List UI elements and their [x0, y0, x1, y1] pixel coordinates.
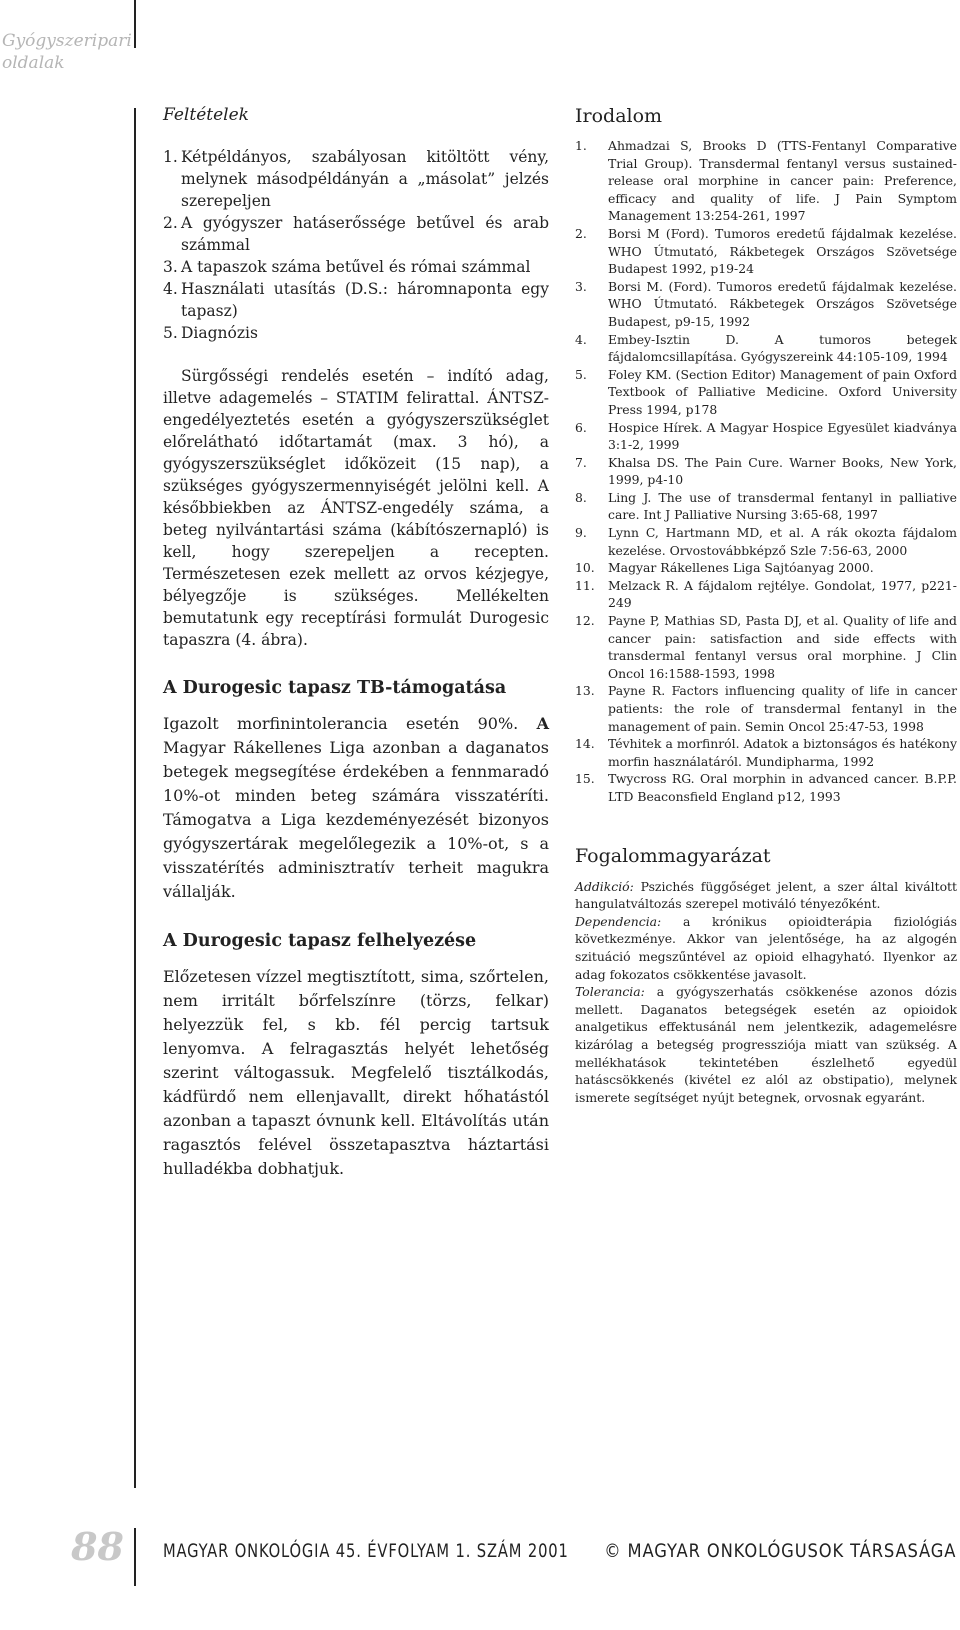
reference-number: 11. [575, 577, 595, 593]
reference-item [575, 454, 957, 489]
glossary-entry [575, 913, 957, 983]
reference-text: Borsi M. (Ford). Tumoros eredetű fájdalmak kezelése. WHO Útmutató. Rákbetegek Országos Szövetsége Budapest, p9-15, 1992 [608, 278, 957, 329]
list-item [163, 278, 549, 322]
reference-number: 12. [575, 613, 595, 629]
reference-number: 13. [575, 683, 595, 699]
reference-item [575, 366, 957, 419]
reference-number: 8. [575, 489, 587, 505]
reference-text: Payne P, Mathias SD, Pasta DJ, et al. Quality of life and cancer pain: satisfaction and side effects with transdermal fentanyl versus oral morphine. J Clin Oncol 16:1588-1593, 1998 [608, 613, 957, 681]
reference-item [575, 137, 957, 225]
list-item [163, 212, 549, 256]
tb-bold-letter: A [536, 714, 549, 733]
glossary-entry [575, 983, 957, 1106]
conditions-paragraph: Sürgősségi rendelés esetén – indító adag, illetve adagemelés – STATIM felirattal. ÁNTSZ-engedélyeztetés esetén a gyógyszerszükséglet előrelátható időtartamát (max. 3 hó), a gyógyszerszükséglet időközeit (15 nap), a szükséges gyógyszermennyiségét jelölni kell. A későbbiekben az ÁNTSZ-engedély száma, a beteg nyilvántartási száma (kábítószernapló) is kell, hogy szerepeljen a recepten. Természetesen ezek mellett az orvos kézjegye, bélyegzője is szükséges. Mellékelten bemutatunk egy receptírási formulát Durogesic tapaszra (4. ábra). [163, 367, 549, 649]
reference-item [575, 682, 957, 735]
reference-text: Borsi M (Ford). Tumoros eredetű fájdalmak kezelése. WHO Útmutató, Rákbetegek Országos Szövetsége Budapest 1992, p19-24 [608, 225, 957, 277]
reference-text: Tévhitek a morfinról. Adatok a biztonságos és hatékony morfin használatáról. Mundipharma, 1992 [608, 736, 957, 769]
section-tag: Gyógyszeripari oldalak [2, 31, 132, 73]
reference-number: 2. [575, 225, 587, 241]
glossary-term: Addikció: [575, 878, 634, 894]
reference-number: 9. [575, 525, 587, 541]
item-number: 1. [163, 148, 178, 166]
conditions-heading: Feltételek [163, 105, 249, 125]
glossary-definition: a gyógyszerhatás csökkenése azonos dózis mellett. Daganatos betegségek esetén az opioidok analgetikus effektusánál nem jelentkezik, adagemelésre kizárólag a betegség progressziója miatt van szükség. A mellékhatások tekintetében észlelhető egyedül hatáscsökkenés (kivétel ez alól az obstipatio), melynek ismerete segítséget nyújt betegnek, orvosnak egyaránt. [575, 984, 957, 1105]
reference-number: 10. [575, 560, 595, 576]
right-column [575, 104, 957, 1106]
item-text: A tapaszok száma betűvel és római számmal [181, 258, 531, 276]
vertical-rule-main [134, 108, 136, 1488]
glossary-term: Tolerancia: [575, 984, 645, 1000]
reference-text: Ling J. The use of transdermal fentanyl in palliative care. Int J Palliative Nursing 3:65-68, 1997 [608, 489, 957, 523]
references-heading: Irodalom [575, 105, 663, 127]
reference-number: 15. [575, 771, 595, 787]
glossary-heading: Fogalommagyarázat [575, 844, 771, 867]
reference-text: Payne R. Factors influencing quality of life in cancer patients: the role of transdermal fentanyl in the management of pain. Semin Oncol 25:47-53, 1998 [608, 683, 957, 734]
reference-item [575, 278, 957, 331]
item-number: 2. [163, 214, 178, 232]
application-paragraph: Előzetesen vízzel megtisztított, sima, szőrtelen, nem irritált bőrfelszínre (törzs, felkar) helyezzük fel, s kb. fél percig tartsuk lenyomva. A felragasztás helyét lehetőség szerint váltogassuk. Megfelelő tisztálkodás, kádfürdő nem ellenjavallt, direkt hőhatástól azonban a tapaszt óvnunk kell. Eltávolítás után ragasztós felével összetapasztva háztartási hulladékba dobhatjuk. [163, 967, 549, 1178]
reference-item [575, 770, 957, 805]
item-number: 3. [163, 258, 178, 276]
reference-item [575, 735, 957, 770]
reference-item [575, 524, 957, 559]
reference-number: 6. [575, 419, 587, 435]
journal-footer: MAGYAR ONKOLÓGIA 45. ÉVFOLYAM 1. SZÁM 2001 [163, 1540, 569, 1562]
reference-item [575, 489, 957, 524]
tb-text-a: Igazolt morfinintolerancia esetén 90%. [163, 714, 519, 733]
reference-text: Khalsa DS. The Pain Cure. Warner Books, New York, 1999, p4-10 [608, 454, 957, 488]
reference-number: 5. [575, 366, 587, 382]
glossary-definition: Pszichés függőséget jelent, a szer által kiváltott hangulatváltozás szerepel motiváló tényezőként. [575, 878, 957, 912]
reference-text: Foley KM. (Section Editor) Management of pain Oxford Textbook of Palliative Medicine. Oxford University Press 1994, p178 [608, 366, 957, 417]
reference-number: 14. [575, 736, 595, 752]
reference-item [575, 225, 957, 278]
reference-number: 7. [575, 454, 587, 470]
reference-item [575, 331, 957, 366]
item-number: 5. [163, 324, 178, 342]
vertical-rule-top [134, 0, 136, 48]
reference-item [575, 419, 957, 454]
page-number: 88 [71, 1524, 124, 1569]
reference-text: Ahmadzai S, Brooks D (TTS-Fentanyl Comparative Trial Group). Transdermal fentanyl versus sustained-release oral morphine in cancer pain: Preference, efficacy and quality of life. J Pain Symptom Management 13:254-261, 1997 [608, 138, 957, 224]
item-number: 4. [163, 280, 178, 298]
item-text: Használati utasítás (D.S.: háromnaponta egy tapasz) [181, 280, 549, 320]
list-item [163, 322, 549, 344]
left-column [163, 104, 549, 1181]
reference-text: Lynn C, Hartmann MD, et al. A rák okozta fájdalom kezelése. Orvostovábbképző Szle 7:56-63, 2000 [608, 525, 957, 558]
item-text: Kétpéldányos, szabályosan kitöltött vény, melynek másodpéldányán a „másolat” jelzés szerepeljen [181, 148, 549, 210]
reference-text: Twycross RG. Oral morphin in advanced cancer. B.P.P. LTD Beaconsfield England p12, 1993 [608, 771, 957, 804]
list-item [163, 256, 549, 278]
tb-paragraph [163, 712, 549, 904]
references-list [575, 137, 957, 806]
reference-item [575, 577, 957, 612]
item-text: A gyógyszer hatáserőssége betűvel és arab számmal [181, 214, 549, 254]
reference-text: Melzack R. A fájdalom rejtélye. Gondolat, 1977, p221-249 [608, 577, 957, 611]
society-footer: © MAGYAR ONKOLÓGUSOK TÁRSASÁGA [603, 1540, 956, 1562]
glossary-entry [575, 878, 957, 913]
reference-number: 3. [575, 278, 587, 294]
vertical-rule-footer [134, 1528, 136, 1586]
list-item [163, 146, 549, 212]
tb-text-b: Magyar Rákellenes Liga azonban a daganatos betegek megsegítése érdekében a fennmaradó 10%-ot minden beteg számára visszatéríti. Támogatva a Liga kezdeményezését bizonyos gyógyszertárak megelőlegezik a 10%-ot, s a visszatérítés adminisztratív terheit magukra vállalják. [163, 738, 549, 901]
reference-number: 4. [575, 331, 587, 347]
glossary-term: Dependencia: [575, 913, 662, 929]
reference-item [575, 612, 957, 682]
reference-text: Magyar Rákellenes Liga Sajtóanyag 2000. [608, 560, 874, 576]
reference-item [575, 559, 957, 577]
tb-heading: A Durogesic tapasz TB-támogatása [163, 678, 507, 698]
glossary-list [575, 878, 957, 1107]
reference-text: Embey-Isztin D. A tumoros betegek fájdalomcsillapítása. Gyógyszereink 44:105-109, 1994 [608, 331, 957, 365]
conditions-list [163, 146, 549, 344]
item-text: Diagnózis [181, 324, 258, 342]
application-heading: A Durogesic tapasz felhelyezése [163, 931, 477, 951]
reference-text: Hospice Hírek. A Magyar Hospice Egyesület kiadványa 3:1-2, 1999 [608, 419, 957, 453]
reference-number: 1. [575, 138, 587, 153]
glossary-definition: a krónikus opioidterápia fiziológiás következménye. Akkor van jelentősége, ha az algogén szituáció megszűntével az opioid elhagyható. Ilyenkor az adag fokozatos csökkentése javasolt. [575, 913, 957, 982]
